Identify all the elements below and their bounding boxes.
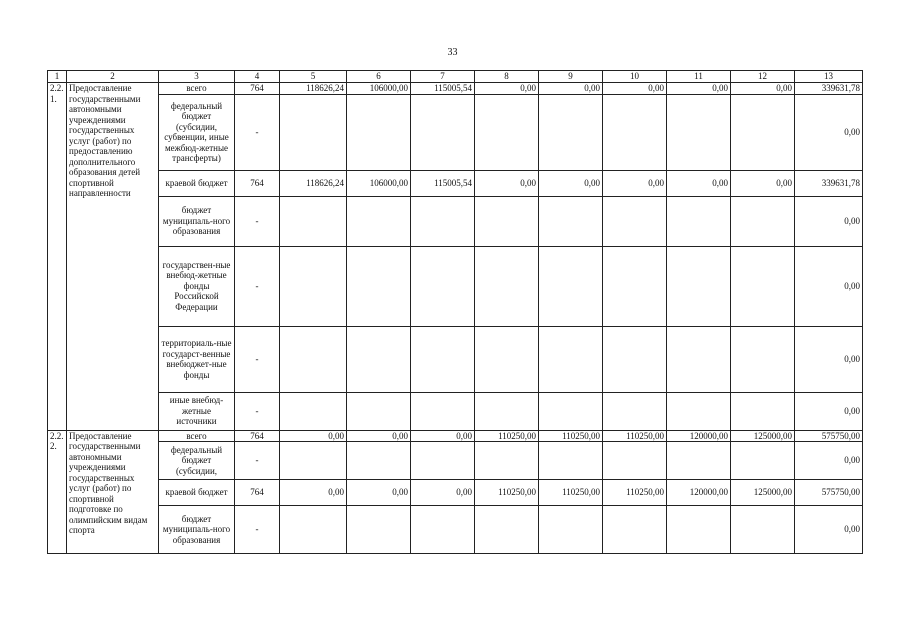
year-value: 0,00 <box>347 430 411 442</box>
year-value <box>603 392 667 430</box>
header-cell-11: 11 <box>667 71 731 83</box>
total-value: 0,00 <box>795 196 863 246</box>
agency-code: 764 <box>235 430 280 442</box>
funding-source: всего <box>159 430 235 442</box>
header-cell-1: 1 <box>48 71 67 83</box>
year-value <box>539 94 603 170</box>
table-row <box>48 326 863 392</box>
total-value: 575750,00 <box>795 430 863 442</box>
budget-table <box>47 70 863 554</box>
total-value: 0,00 <box>795 506 863 554</box>
year-value <box>347 392 411 430</box>
year-value: 0,00 <box>667 83 731 95</box>
year-value: 120000,00 <box>667 430 731 442</box>
year-value <box>475 442 539 480</box>
header-cell-8: 8 <box>475 71 539 83</box>
year-value: 0,00 <box>280 480 347 506</box>
year-value <box>475 94 539 170</box>
year-value: 0,00 <box>731 170 795 196</box>
year-value <box>603 246 667 326</box>
total-value: 0,00 <box>795 326 863 392</box>
page-number: 33 <box>447 47 458 58</box>
header-cell-4: 4 <box>235 71 280 83</box>
table-header-row <box>48 71 863 83</box>
year-value: 110250,00 <box>539 480 603 506</box>
year-value <box>411 442 475 480</box>
year-value <box>667 94 731 170</box>
table-row <box>48 506 863 554</box>
year-value <box>475 392 539 430</box>
year-value: 118626,24 <box>280 170 347 196</box>
year-value <box>539 442 603 480</box>
item-name: Предоставление государственными автономными учреждениями государственных услуг (работ) по предоставлению дополнительного образования детей спортивной направленности <box>67 83 159 431</box>
header-cell-6: 6 <box>347 71 411 83</box>
year-value: 110250,00 <box>603 430 667 442</box>
year-value: 0,00 <box>475 170 539 196</box>
item-code: 2.2. 1. <box>48 83 67 431</box>
year-value: 125000,00 <box>731 480 795 506</box>
total-value: 339631,78 <box>795 83 863 95</box>
year-value <box>280 506 347 554</box>
year-value <box>667 246 731 326</box>
agency-code: - <box>235 94 280 170</box>
year-value <box>603 506 667 554</box>
total-value: 575750,00 <box>795 480 863 506</box>
year-value: 0,00 <box>539 83 603 95</box>
total-value: 0,00 <box>795 246 863 326</box>
year-value <box>667 326 731 392</box>
agency-code: - <box>235 196 280 246</box>
year-value <box>539 196 603 246</box>
year-value <box>280 196 347 246</box>
header-cell-9: 9 <box>539 71 603 83</box>
header-cell-10: 10 <box>603 71 667 83</box>
agency-code: - <box>235 326 280 392</box>
table-row <box>48 94 863 170</box>
year-value <box>667 392 731 430</box>
year-value <box>347 246 411 326</box>
item-name: Предоставление государственными автономными учреждениями государственных услуг (работ) по спортивной подготовке по олимпийским видам спорта <box>67 430 159 554</box>
year-value <box>603 442 667 480</box>
year-value: 0,00 <box>603 170 667 196</box>
total-value: 339631,78 <box>795 170 863 196</box>
year-value <box>411 392 475 430</box>
year-value <box>347 506 411 554</box>
year-value: 0,00 <box>731 83 795 95</box>
year-value: 110250,00 <box>603 480 667 506</box>
year-value: 0,00 <box>667 170 731 196</box>
table-body <box>48 71 863 554</box>
year-value <box>280 246 347 326</box>
year-value <box>280 442 347 480</box>
year-value: 0,00 <box>347 480 411 506</box>
year-value <box>539 392 603 430</box>
year-value <box>539 326 603 392</box>
year-value <box>731 196 795 246</box>
funding-source: бюджет муниципаль-ного образования <box>159 506 235 554</box>
header-cell-12: 12 <box>731 71 795 83</box>
year-value: 118626,24 <box>280 83 347 95</box>
agency-code: - <box>235 506 280 554</box>
header-cell-7: 7 <box>411 71 475 83</box>
year-value <box>475 326 539 392</box>
total-value: 0,00 <box>795 94 863 170</box>
year-value: 110250,00 <box>539 430 603 442</box>
year-value <box>603 94 667 170</box>
year-value <box>539 506 603 554</box>
year-value: 120000,00 <box>667 480 731 506</box>
year-value: 106000,00 <box>347 83 411 95</box>
year-value <box>411 196 475 246</box>
table-row <box>48 480 863 506</box>
year-value <box>731 326 795 392</box>
header-cell-2: 2 <box>67 71 159 83</box>
year-value <box>603 196 667 246</box>
table-row <box>48 430 863 442</box>
year-value: 106000,00 <box>347 170 411 196</box>
year-value: 125000,00 <box>731 430 795 442</box>
table-row <box>48 442 863 480</box>
year-value <box>539 246 603 326</box>
year-value <box>731 442 795 480</box>
year-value <box>731 246 795 326</box>
year-value <box>280 392 347 430</box>
year-value <box>280 326 347 392</box>
year-value <box>347 442 411 480</box>
year-value <box>667 196 731 246</box>
funding-source: бюджет муниципаль-ного образования <box>159 196 235 246</box>
table-row <box>48 83 863 95</box>
funding-source: краевой бюджет <box>159 480 235 506</box>
table-row <box>48 170 863 196</box>
year-value: 115005,54 <box>411 83 475 95</box>
year-value <box>280 94 347 170</box>
year-value: 0,00 <box>539 170 603 196</box>
funding-source: территориаль-ные государст-венные внебюджет-ные фонды <box>159 326 235 392</box>
year-value <box>347 326 411 392</box>
agency-code: - <box>235 246 280 326</box>
year-value: 0,00 <box>603 83 667 95</box>
table-row <box>48 246 863 326</box>
agency-code: 764 <box>235 83 280 95</box>
year-value: 0,00 <box>411 430 475 442</box>
funding-source: федеральный бюджет (субсидии, субвенции, иные межбюд-жетные трансферты) <box>159 94 235 170</box>
item-code: 2.2. 2. <box>48 430 67 554</box>
funding-source: краевой бюджет <box>159 170 235 196</box>
year-value <box>411 94 475 170</box>
total-value: 0,00 <box>795 392 863 430</box>
year-value <box>475 196 539 246</box>
header-cell-5: 5 <box>280 71 347 83</box>
agency-code: - <box>235 392 280 430</box>
year-value <box>411 506 475 554</box>
year-value: 0,00 <box>475 83 539 95</box>
year-value <box>731 94 795 170</box>
year-value <box>667 506 731 554</box>
year-value: 110250,00 <box>475 480 539 506</box>
year-value <box>475 246 539 326</box>
agency-code: 764 <box>235 170 280 196</box>
year-value <box>411 326 475 392</box>
year-value <box>411 246 475 326</box>
year-value <box>731 392 795 430</box>
year-value: 115005,54 <box>411 170 475 196</box>
agency-code: - <box>235 442 280 480</box>
year-value <box>731 506 795 554</box>
year-value <box>347 94 411 170</box>
year-value <box>347 196 411 246</box>
year-value: 0,00 <box>280 430 347 442</box>
year-value <box>475 506 539 554</box>
funding-source: федеральный бюджет (субсидии, <box>159 442 235 480</box>
year-value: 110250,00 <box>475 430 539 442</box>
table-row <box>48 196 863 246</box>
year-value <box>667 442 731 480</box>
agency-code: 764 <box>235 480 280 506</box>
funding-source: всего <box>159 83 235 95</box>
year-value <box>603 326 667 392</box>
header-cell-13: 13 <box>795 71 863 83</box>
table-row <box>48 392 863 430</box>
total-value: 0,00 <box>795 442 863 480</box>
funding-source: государствен-ные внебюд-жетные фонды Российской Федерации <box>159 246 235 326</box>
year-value: 0,00 <box>411 480 475 506</box>
funding-source: иные внебюд-жетные источники <box>159 392 235 430</box>
header-cell-3: 3 <box>159 71 235 83</box>
